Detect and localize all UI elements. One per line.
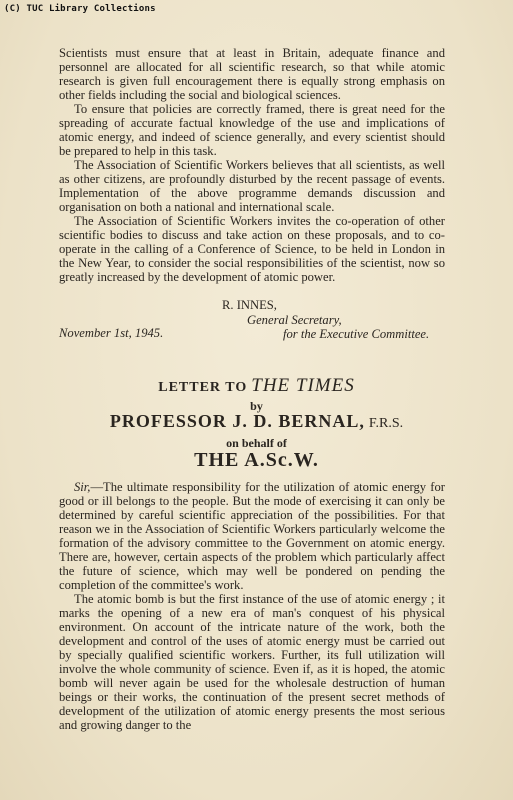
paragraph-policies: To ensure that policies are correctly framed, there is great need for the spreading of accurate factual knowledge of the use and implications of atomic energy, and indeed of science generally, and every scientist should be prepared to help in this task. <box>59 102 445 158</box>
heading-ascw-line <box>0 449 513 472</box>
signature-for: for the Executive Committee. <box>283 327 430 341</box>
signature-date: November 1st, 1945. <box>59 326 164 340</box>
heading-by: by <box>250 399 263 413</box>
heading-author <box>0 411 513 432</box>
letter-salutation: Sir, <box>74 480 91 494</box>
paragraph-finance: Scientists must ensure that at least in Britain, adequate finance and personnel are allocated for all scientific research, so that while atomic research is given full encouragement there is equally strong emphasis on other fields including the social and biological sciences. <box>59 46 445 102</box>
paragraph-association-believes: The Association of Scientific Workers believes that all scientists, as well as other citizens, are profoundly disturbed by the recent passage of events. Implementation of the above programme demands discussion and organisation on both a national and international scale. <box>59 158 445 214</box>
letter-paragraph-1 <box>59 480 445 592</box>
signature-name: R. INNES, <box>222 298 277 312</box>
letter-paragraph-1-text: —The ultimate responsibility for the utilization of atomic energy for good or ill belongs to the people. But the mode of exercising it can only be determined by careful scientific appreciation of the possibilities. For that reason we in the Association of Scientific Workers particularly welcome the formation of the advisory committee to the Government on atomic energy. There are, however, certain aspects of the problem which particularly affect the future of science, which may well be pondered on pending the completion of the committee's work. <box>59 480 445 592</box>
heading-frs: F.R.S. <box>368 416 404 431</box>
letter-body <box>59 480 445 732</box>
watermark: (C) TUC Library Collections <box>4 4 156 14</box>
top-text-block <box>59 46 445 284</box>
heading-letter-label: LETTER TO <box>158 380 248 395</box>
signature-title: General Secretary, <box>247 313 342 327</box>
paragraph-association-invites: The Association of Scientific Workers invites the co-operation of other scientific bodies to discuss and take action on these proposals, and to co-operate in the calling of a Conference of Science, to be held in London in the New Year, to consider the social responsibilities of the scientist, now so greatly increased by the development of atomic power. <box>59 214 445 284</box>
heading-ascw: THE A.Sc.W. <box>194 449 319 471</box>
heading-on-behalf: on behalf of <box>226 436 287 450</box>
letter-paragraph-2: The atomic bomb is but the first instance of the use of atomic energy ; it marks the opening of a new era of man's conquest of his physical environment. On account of the intricate nature of the work, both the development and control of the uses of atomic energy must be carried out by specially qualified scientific workers. Further, its full utilization will involve the whole community of science. Even if, as it is hoped, the atomic bomb will never again be used for the wholesale destruction of human beings or their works, the continuation of the present secret methods of development of the utilization of atomic energy presents the most serious and growing danger to the <box>59 592 445 732</box>
heading-letter-to <box>0 375 513 397</box>
heading-professor: PROFESSOR J. D. BERNAL, <box>109 411 365 431</box>
heading-the-times: THE TIMES <box>251 375 355 396</box>
